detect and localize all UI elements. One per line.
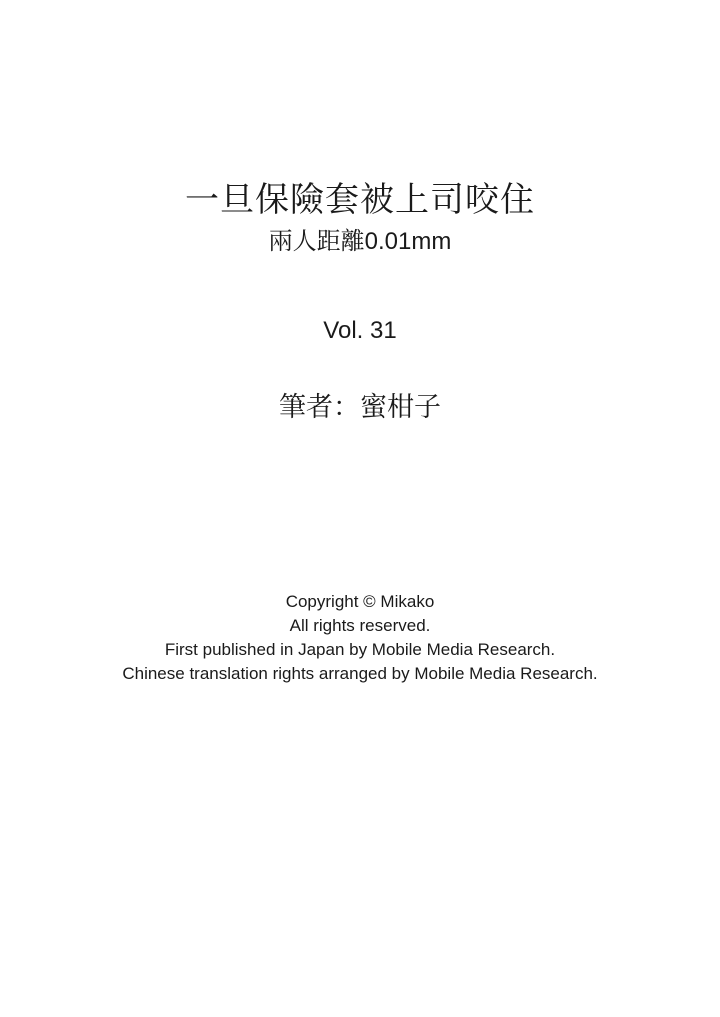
copyright-line: All rights reserved. [289,616,431,635]
copyright-block [0,590,720,686]
series-subtitle: 兩人距離0.01mm [268,228,452,255]
author-line: 筆者：蜜柑子 [279,392,441,422]
copyright-line: Copyright © Mikako [285,592,435,611]
copyright-line: First published in Japan by Mobile Media Research. [164,640,556,659]
volume-label: Vol. 31 [323,317,397,344]
copyright-line: Chinese translation rights arranged by Mobile Media Research. [122,664,598,683]
series-title: 一旦保險套被上司咬住 [185,181,535,219]
